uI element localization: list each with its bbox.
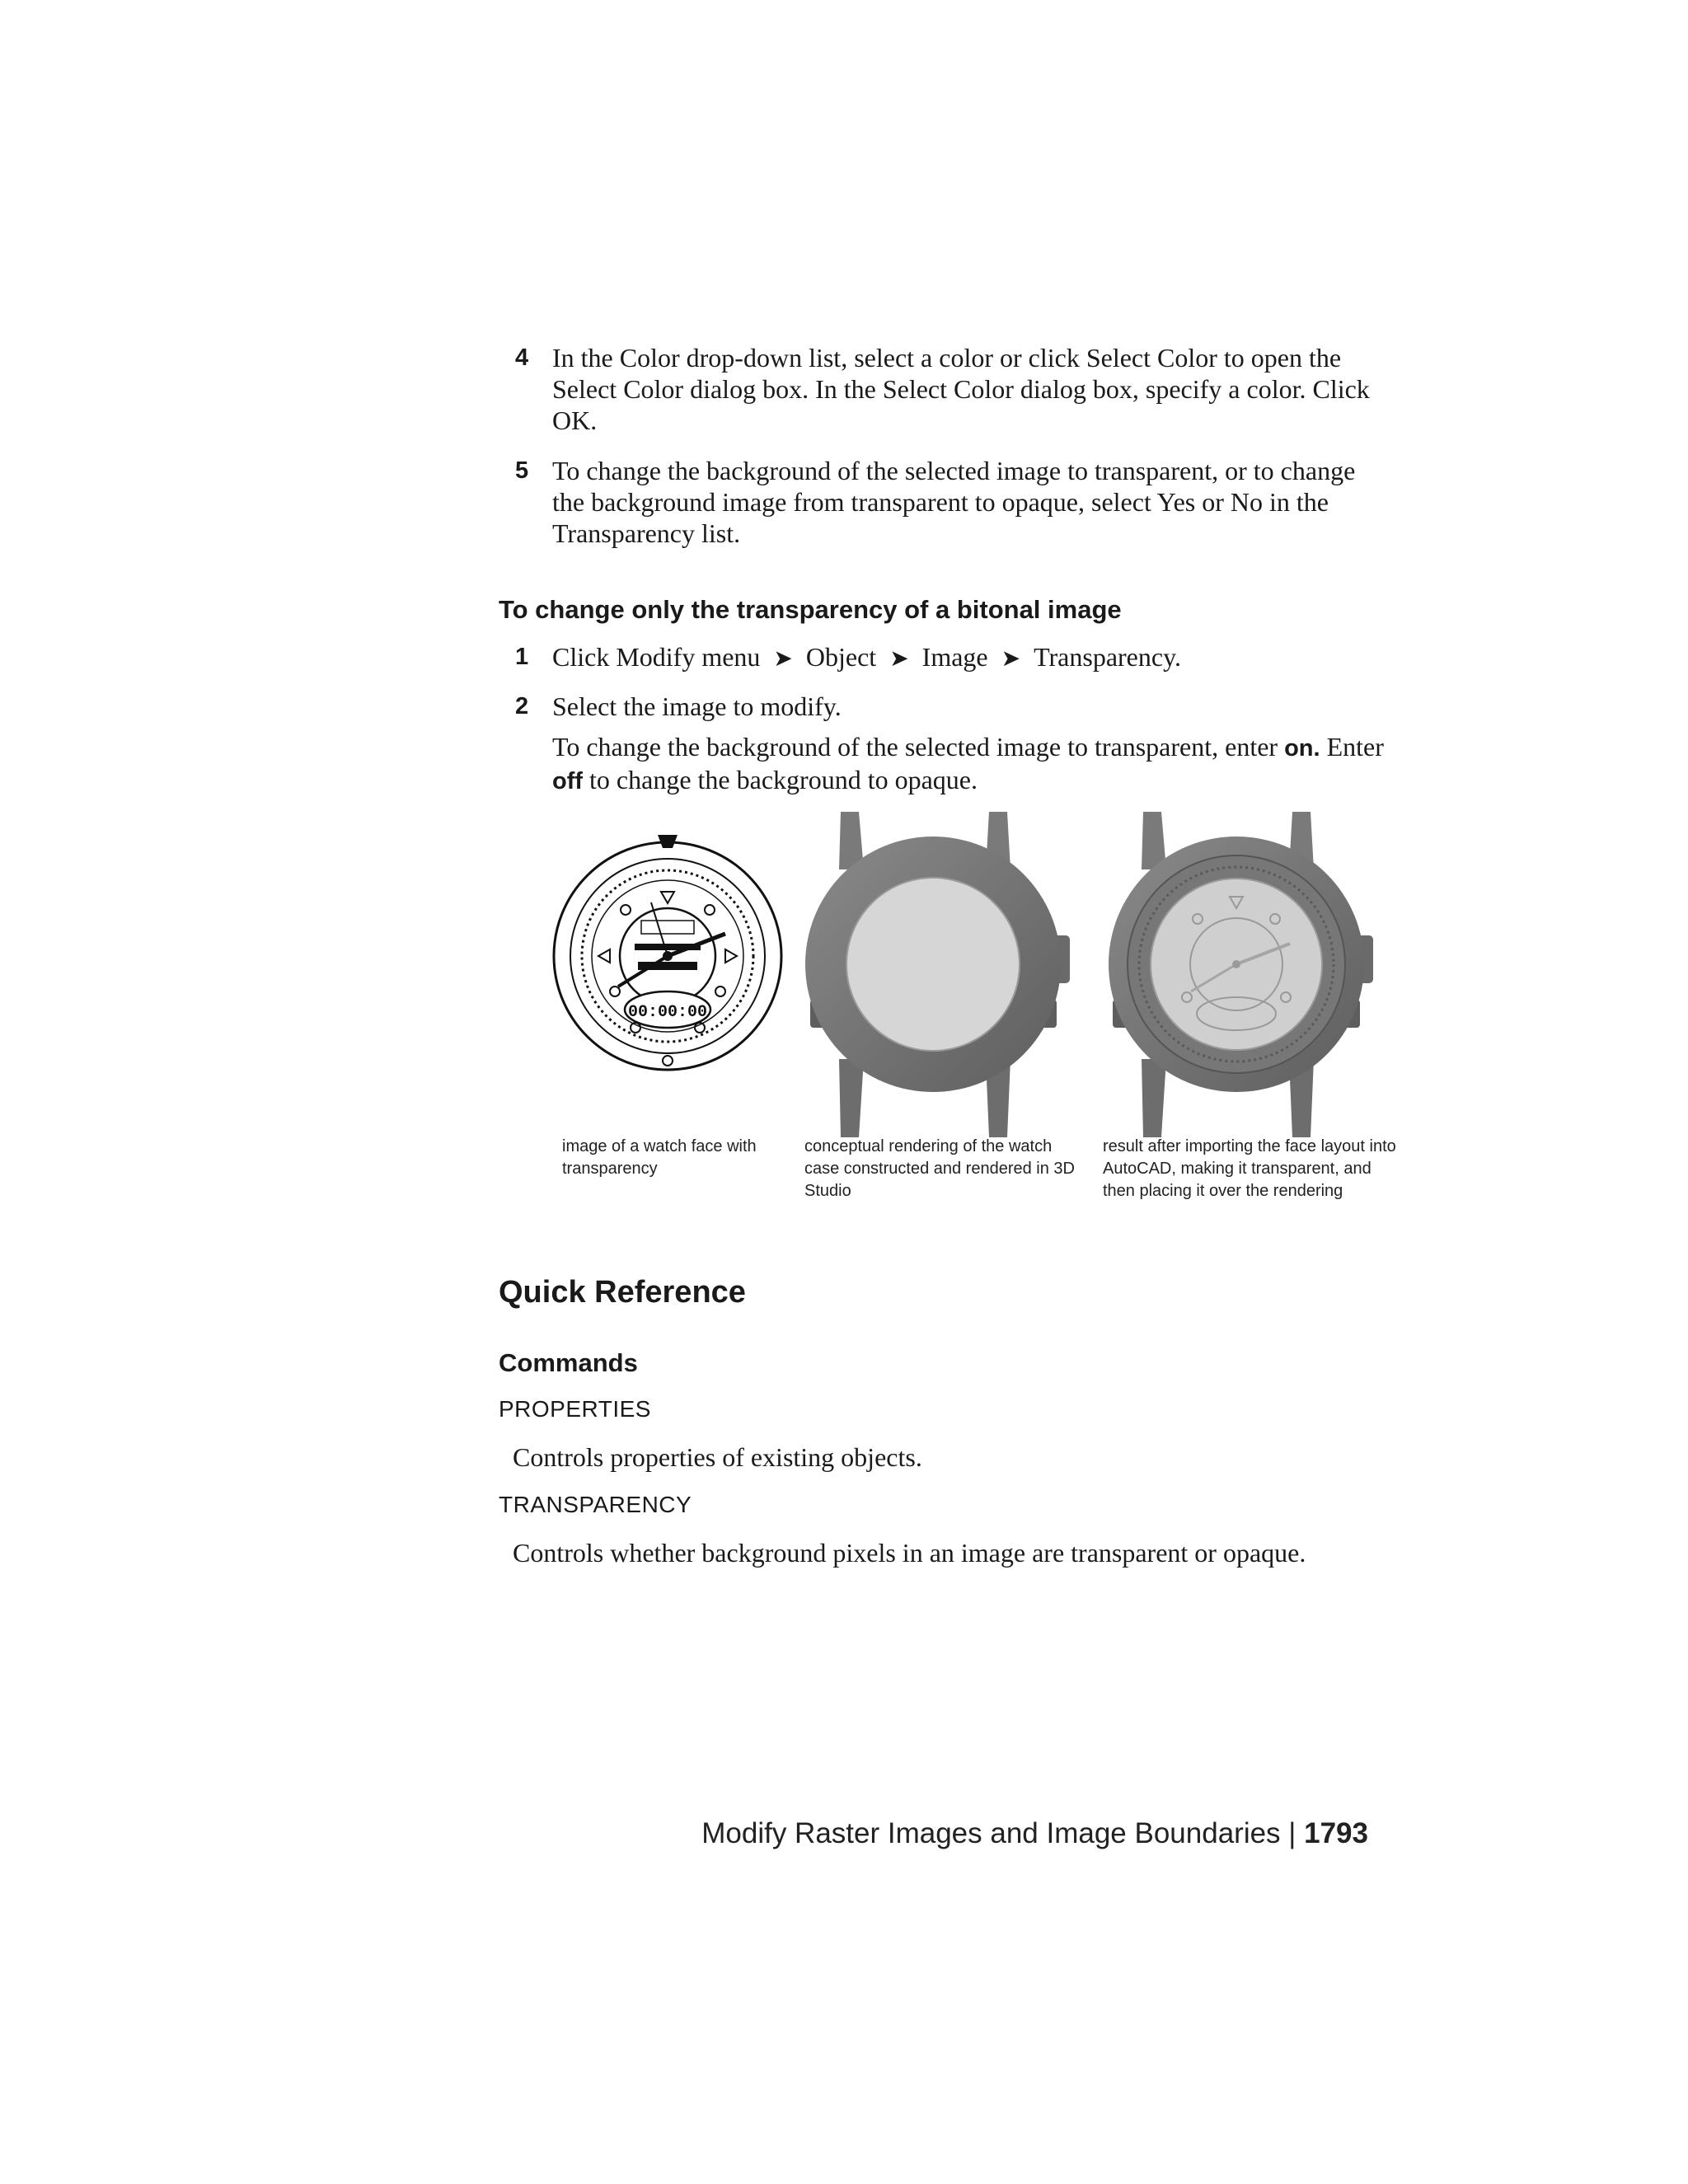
caption-result: result after importing the face layout into AutoCAD, making it transparent, and then placing it over the rendering: [1103, 1137, 1396, 1200]
quick-reference-heading: Quick Reference: [499, 1275, 746, 1310]
menu-path-item: Image: [921, 642, 988, 672]
footer-separator: |: [1288, 1817, 1296, 1849]
keyword-on: on.: [1284, 735, 1320, 762]
watch-case-rendering: [805, 812, 1070, 1137]
step-text: In the Color drop-down list, select a color or click Select Color to open the Select Color dialog box. In the Select Color dialog box, specify a color. Click OK.: [552, 343, 1370, 435]
step-5: [515, 455, 1389, 549]
footer-section-title: Modify Raster Images and Image Boundaries: [701, 1817, 1281, 1849]
procedure-heading: To change only the transparency of a bitonal image: [499, 595, 1122, 624]
step-2: [515, 691, 1389, 797]
menu-path-item: Transparency.: [1034, 642, 1181, 672]
menu-path: [552, 641, 1389, 675]
commands-heading: Commands: [499, 1348, 638, 1377]
keyword-off: off: [552, 768, 584, 794]
step-1: [515, 641, 1389, 675]
step-number: 4: [515, 344, 529, 371]
caption-case-render: conceptual rendering of the watch case constructed and rendered in 3D Studio: [804, 1137, 1075, 1200]
command-desc-properties: Controls properties of existing objects.: [513, 1442, 922, 1472]
watch-face-drawing: [554, 835, 781, 1070]
command-desc-transparency: Controls whether background pixels in an image are transparent or opaque.: [513, 1538, 1306, 1568]
arrow-right-icon: ➤: [773, 646, 793, 672]
page-number: 1793: [1304, 1817, 1368, 1849]
step-text: To change the background of the selected image to transparent, or to change the background image from transparent to opaque, select Yes or No in the Transparency list.: [552, 456, 1356, 548]
watch-figure: [552, 812, 1409, 1199]
step-number: 5: [515, 457, 529, 484]
dial-readout: 00:00:00: [627, 1003, 708, 1022]
command-name-transparency: TRANSPARENCY: [499, 1492, 692, 1517]
command-name-properties: PROPERTIES: [499, 1396, 651, 1422]
step-number: 1: [515, 644, 529, 670]
page-footer: [701, 1817, 1368, 1850]
step-number: 2: [515, 693, 529, 719]
watch-composite-result: [1109, 812, 1373, 1137]
menu-path-item: Object: [805, 642, 877, 672]
step-note: To change the background of the selected image to transparent, enter on. Enter off to change the background to opaque.: [552, 732, 1384, 794]
arrow-right-icon: ➤: [889, 646, 909, 672]
caption-watch-face: image of a watch face with transparency: [562, 1137, 757, 1178]
step-text: Select the image to modify.: [552, 691, 842, 721]
menu-path-item: Click Modify menu: [552, 642, 761, 672]
arrow-right-icon: ➤: [1001, 646, 1021, 672]
step-4: [515, 342, 1389, 436]
